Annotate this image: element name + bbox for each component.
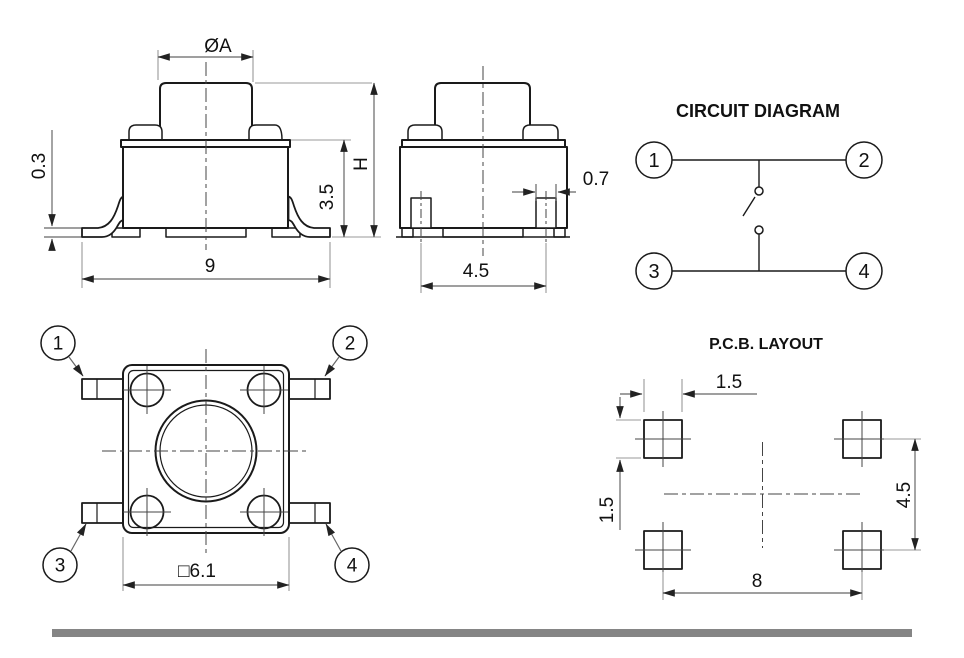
dim-pitch-horizontal-label: 8 (751, 571, 763, 592)
dim-pad-width-label: 1.5 (715, 372, 743, 393)
terminal-number: 2 (858, 150, 870, 172)
switch-contact (755, 226, 763, 234)
lead-bottom-left (82, 503, 124, 523)
extension-lines (644, 379, 682, 412)
front-view (29, 36, 381, 288)
dim-body-square-label: □6.1 (178, 561, 216, 582)
dim-lead-pitch-label: 4.5 (462, 261, 490, 282)
stem-bump-left (408, 125, 442, 140)
pcb-layout-title: P.C.B. LAYOUT (709, 336, 823, 353)
top-view (41, 326, 369, 591)
terminal-number: 3 (648, 261, 660, 283)
lead-top-right (288, 379, 330, 399)
dim-standoff-label: 0.3 (29, 152, 50, 180)
dim-width-label: 9 (204, 256, 216, 277)
leader-3 (71, 524, 86, 551)
dim-lead-width-label: 0.7 (582, 169, 610, 190)
terminal-number: 2 (344, 333, 356, 355)
switch-bottom-tab (402, 228, 413, 237)
extension-lines (663, 572, 862, 600)
dim-diameter-label: ØA (204, 36, 232, 57)
terminal-number: 4 (346, 555, 358, 577)
switch-bottom-tab (554, 228, 565, 237)
leader-2 (325, 357, 339, 376)
switch-contact (755, 187, 763, 195)
stem-bump-right (249, 125, 282, 140)
dim-total-height-label: H (351, 157, 372, 171)
leader-4 (326, 524, 341, 551)
side-view (396, 66, 609, 293)
switch-lever (743, 197, 755, 216)
circuit-diagram-title: CIRCUIT DIAGRAM (676, 101, 840, 121)
stem-bump-left (129, 125, 162, 140)
footer-bar (52, 629, 912, 637)
dim-pad-height-label: 1.5 (597, 496, 618, 524)
circuit-diagram (636, 101, 882, 289)
standoff-ticks (44, 228, 85, 237)
dim-pitch-vertical-label: 4.5 (894, 481, 915, 509)
lead-top-left (82, 379, 124, 399)
leader-1 (69, 357, 83, 376)
terminal-number: 4 (858, 261, 870, 283)
terminal-number: 3 (54, 555, 66, 577)
stem-bump-right (523, 125, 558, 140)
terminal-number: 1 (648, 150, 660, 172)
lead-bottom-right (288, 503, 330, 523)
dim-body-height-label: 3.5 (317, 183, 338, 211)
pcb-layout (597, 336, 921, 600)
terminal-number: 1 (52, 333, 64, 355)
